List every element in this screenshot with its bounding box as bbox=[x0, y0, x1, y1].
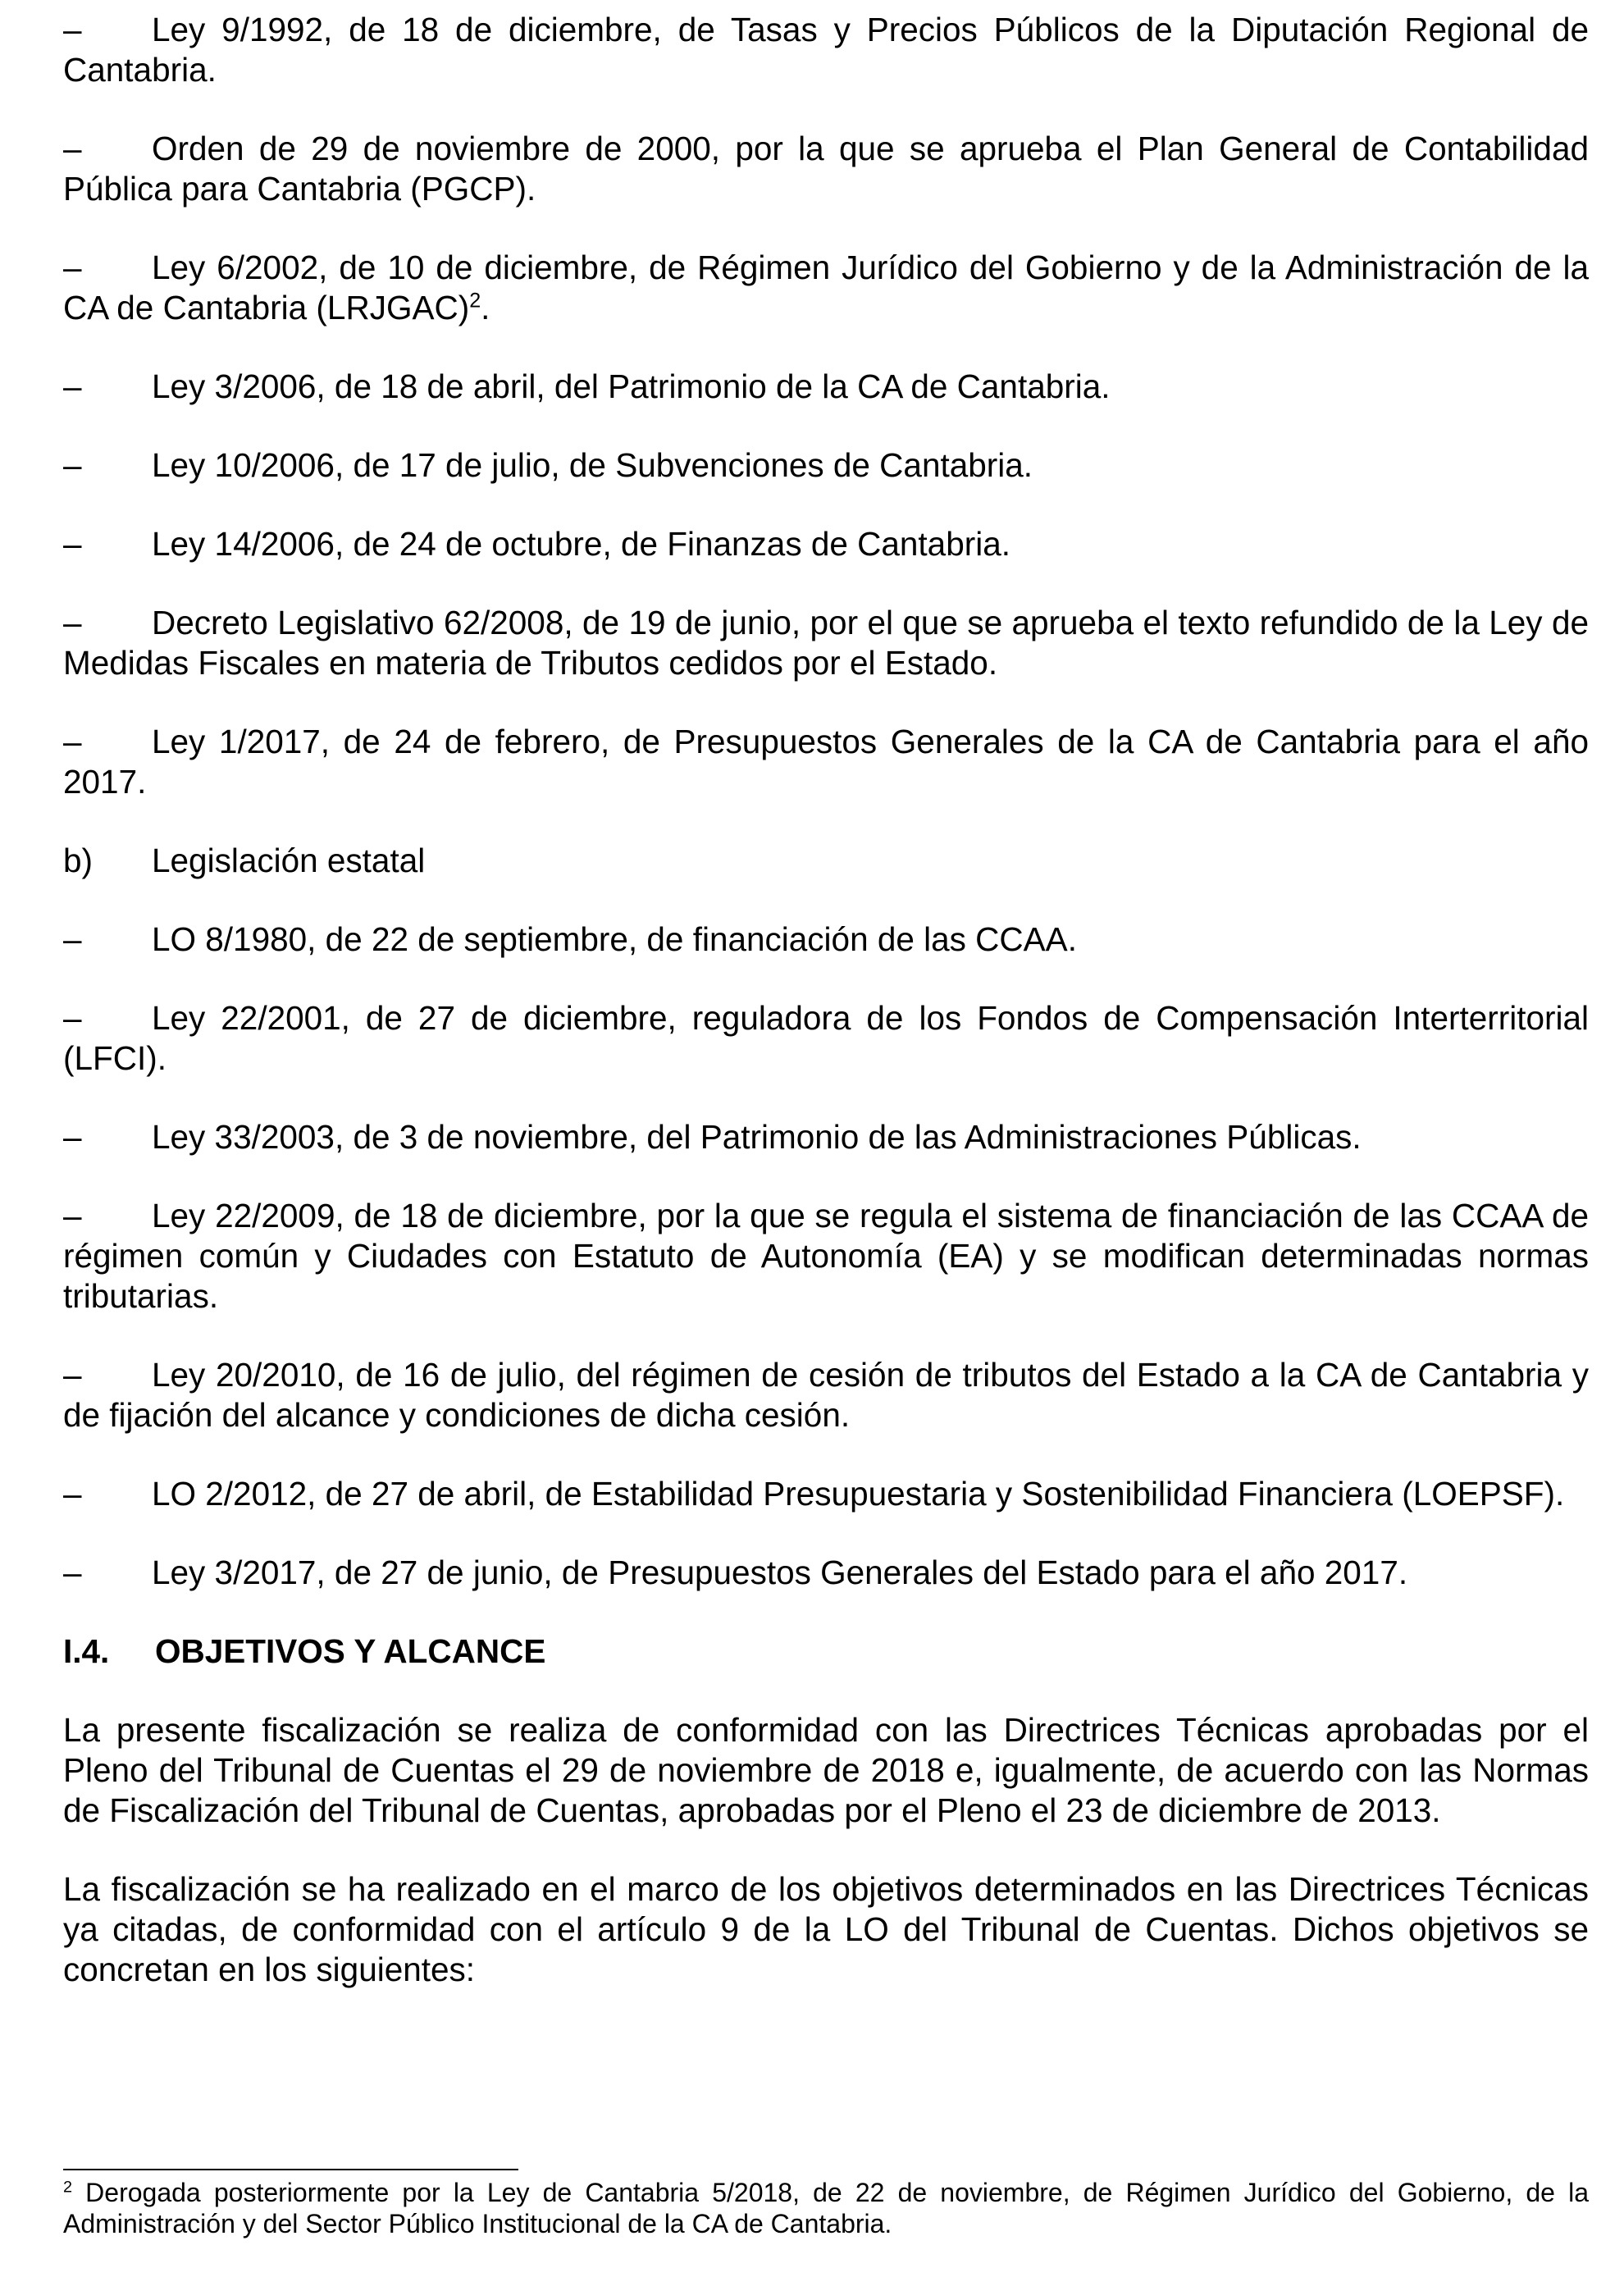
dash-bullet: – bbox=[63, 367, 82, 405]
list-item: – Ley 3/2017, de 27 de junio, de Presupuestos Generales del Estado para el año 2017. bbox=[63, 1554, 1408, 1591]
paragraph: La fiscalización se ha realizado en el marco de los objetivos determinados en las Directrices Técnicas ya citadas, de conformidad con el artículo 9 de la LO del Tribunal de Cuentas. Dichos objetivos se concretan en los siguientes: bbox=[63, 1870, 1589, 1988]
state-legislation-list bbox=[63, 919, 1589, 1593]
section-subtitle bbox=[63, 841, 1589, 881]
list-item: – LO 2/2012, de 27 de abril, de Estabilidad Presupuestaria y Sostenibilidad Financiera (LOEPSF). bbox=[63, 1475, 1565, 1513]
list-item: – Ley 6/2002, de 10 de diciembre, de Régimen Jurídico del Gobierno y de la Administración de la CA de Cantabria (LRJGAC)$^2$. bbox=[63, 249, 1589, 326]
list-item: – Ley 20/2010, de 16 de julio, del régimen de cesión de tributos del Estado a la CA de Cantabria y de fijación del alcance y condiciones de dicha cesión. bbox=[63, 1356, 1589, 1434]
footnote-number: 2 bbox=[63, 2178, 73, 2197]
dash-bullet: – bbox=[63, 723, 82, 760]
list-item: – Ley 22/2009, de 18 de diciembre, por la que se regula el sistema de financiación de las CCAA de régimen común y Ciudades con Estatuto de Autonomía (EA) y se modifican determinadas normas tributarias. bbox=[63, 1197, 1589, 1315]
list-item: – Ley 1/2017, de 24 de febrero, de Presupuestos Generales de la CA de Cantabria para el año 2017. bbox=[63, 723, 1589, 801]
dash-bullet: – bbox=[63, 1118, 82, 1156]
heading-title: OBJETIVOS Y ALCANCE bbox=[155, 1632, 546, 1670]
footnote bbox=[63, 2177, 1589, 2239]
dash-bullet: – bbox=[63, 999, 82, 1037]
list-item: – LO 8/1980, de 22 de septiembre, de financiación de las CCAA. bbox=[63, 920, 1077, 958]
dash-bullet: – bbox=[63, 604, 82, 641]
document-page bbox=[63, 10, 1589, 2028]
dash-bullet: – bbox=[63, 1554, 82, 1591]
list-item: – Ley 22/2001, de 27 de diciembre, reguladora de los Fondos de Compensación Interterritorial (LFCI). bbox=[63, 999, 1589, 1077]
section-title: Legislación estatal bbox=[152, 842, 426, 879]
dash-bullet: – bbox=[63, 525, 82, 563]
section-heading bbox=[63, 1631, 1589, 1672]
section-label: b) bbox=[63, 842, 94, 879]
dash-bullet: – bbox=[63, 1475, 82, 1513]
paragraph: La presente fiscalización se realiza de conformidad con las Directrices Técnicas aprobadas por el Pleno del Tribunal de Cuentas el 29 de noviembre de 2018 e, igualmente, de acuerdo con las Normas de Fiscalización del Tribunal de Cuentas, aprobadas por el Pleno el 23 de diciembre de 2013. bbox=[63, 1711, 1589, 1829]
list-item: – Ley 33/2003, de 3 de noviembre, del Patrimonio de las Administraciones Públicas. bbox=[63, 1118, 1362, 1156]
dash-bullet: – bbox=[63, 1197, 82, 1234]
dash-bullet: – bbox=[63, 446, 82, 484]
list-item: – Ley 14/2006, de 24 de octubre, de Finanzas de Cantabria. bbox=[63, 525, 1010, 563]
list-item: – Decreto Legislativo 62/2008, de 19 de junio, por el que se aprueba el texto refundido de la Ley de Medidas Fiscales en materia de Tributos cedidos por el Estado. bbox=[63, 604, 1589, 682]
list-item: – Ley 9/1992, de 18 de diciembre, de Tasas y Precios Públicos de la Diputación Regional de Cantabria. bbox=[63, 11, 1589, 89]
regional-legislation-list bbox=[63, 10, 1589, 802]
dash-bullet: – bbox=[63, 920, 82, 958]
dash-bullet: – bbox=[63, 1356, 82, 1394]
heading-number: I.4. bbox=[63, 1632, 110, 1670]
dash-bullet: – bbox=[63, 130, 82, 167]
list-item: – Ley 3/2006, de 18 de abril, del Patrimonio de la CA de Cantabria. bbox=[63, 367, 1111, 405]
footnote-reference[interactable]: 2 bbox=[469, 289, 481, 313]
dash-bullet: – bbox=[63, 11, 82, 48]
footnote-text: Derogada posteriormente por la Ley de Cantabria 5/2018, de 22 de noviembre, de Régimen Jurídico del Gobierno, de la Administración y del Sector Público Institucional de la CA de Cantabria. bbox=[63, 2178, 1590, 2238]
footnote-separator bbox=[63, 2169, 518, 2170]
list-item: – Ley 10/2006, de 17 de julio, de Subvenciones de Cantabria. bbox=[63, 446, 1033, 484]
dash-bullet: – bbox=[63, 249, 82, 286]
list-item: – Orden de 29 de noviembre de 2000, por la que se aprueba el Plan General de Contabilidad Pública para Cantabria (PGCP). bbox=[63, 130, 1589, 208]
